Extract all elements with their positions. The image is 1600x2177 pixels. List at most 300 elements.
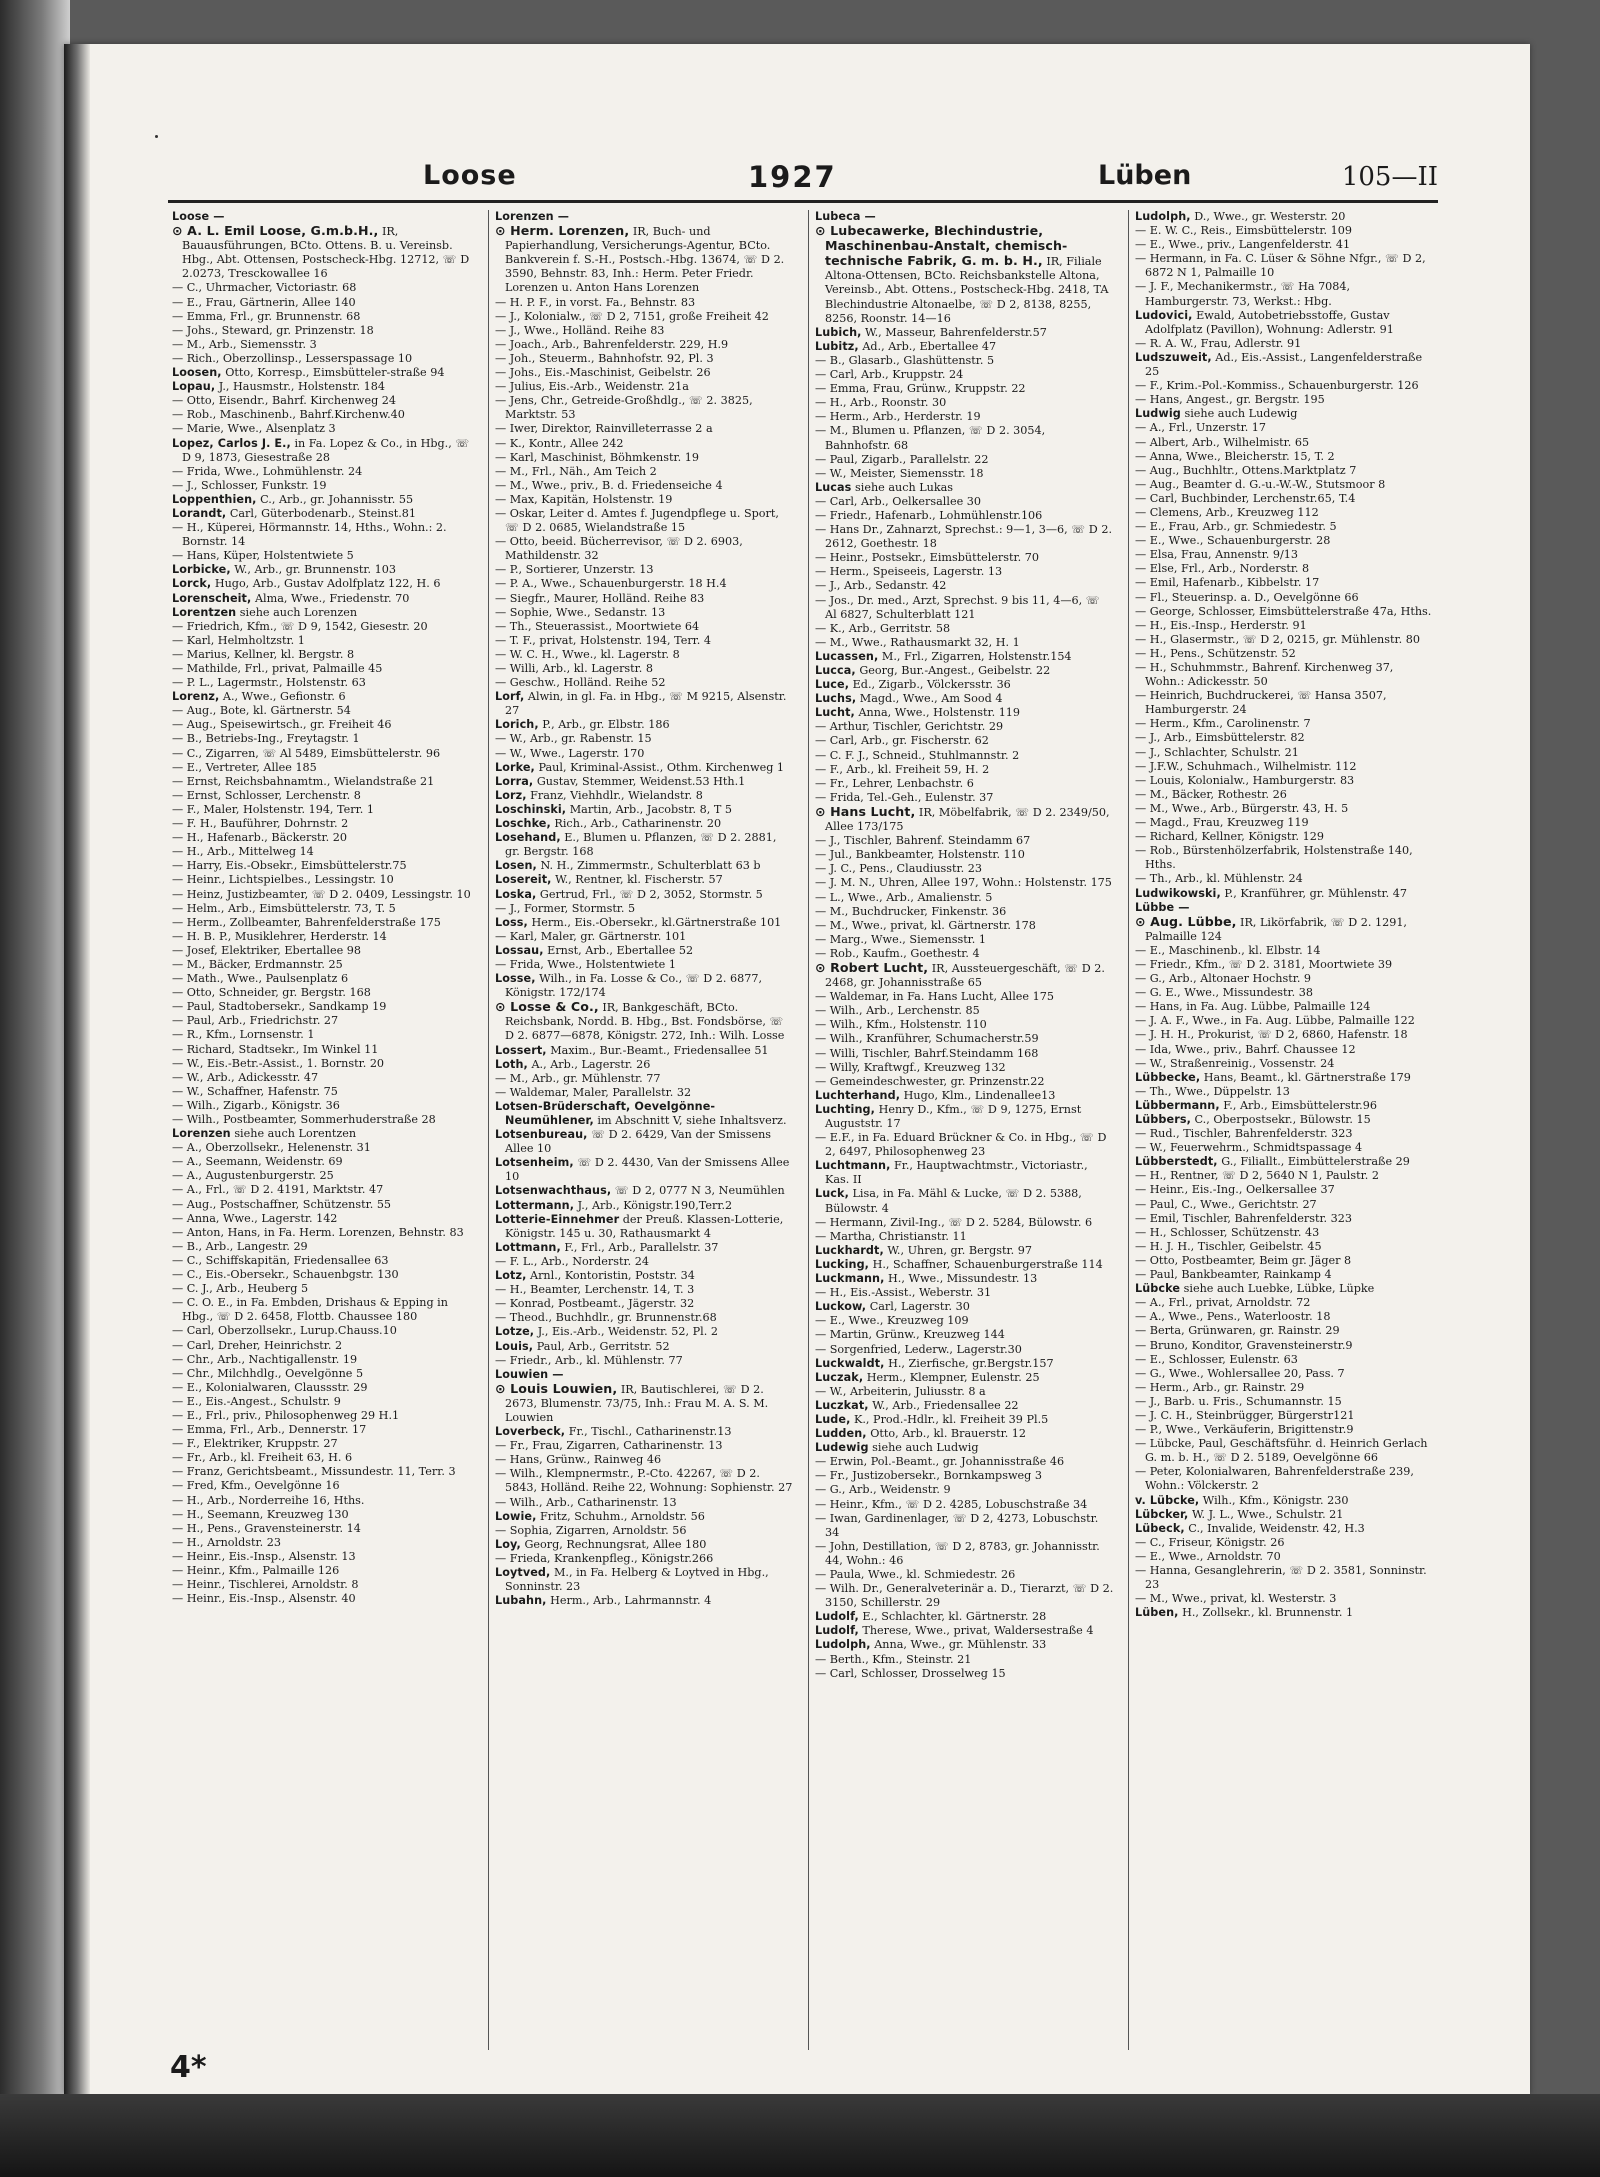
entry-details: — Emma, Frl., gr. Brunnenstr. 68	[172, 309, 361, 323]
entry-details: — Willi, Tischler, Bahrf.Steindamm 168	[815, 1046, 1039, 1060]
entry-details: — H., Arnoldstr. 23	[172, 1535, 281, 1549]
entry-surname: v. Lübcke,	[1135, 1493, 1200, 1507]
entry-surname: Lossau,	[495, 943, 544, 957]
entry-details: Paul, Arb., Gerritstr. 52	[536, 1339, 670, 1353]
entry-details: W. J. L., Wwe., Schulstr. 21	[1191, 1507, 1344, 1521]
entry-details: — Paul, Bankbeamter, Rainkamp 4	[1135, 1268, 1332, 1282]
entry-details: — C., Eis.-Obersekr., Schauenbgstr. 130	[172, 1268, 399, 1282]
directory-entry	[495, 859, 794, 873]
entry-details: — G., Arb., Weidenstr. 9	[815, 1483, 951, 1497]
entry-details: — Carl, Arb., Kruppstr. 24	[815, 368, 964, 382]
directory-entry	[815, 720, 1114, 734]
directory-entry	[495, 690, 794, 718]
directory-entry	[172, 338, 474, 352]
entry-details: W., Uhren, gr. Bergstr. 97	[887, 1243, 1032, 1257]
entry-details: — Friedrich, Kfm., ☏ D 9, 1542, Giesestr. 20	[172, 619, 428, 633]
entry-details: — Hans, Küper, Holstentwiete 5	[172, 549, 354, 563]
entry-details: Georg, Rechnungsrat, Allee 180	[524, 1537, 707, 1551]
directory-entry	[172, 366, 474, 380]
directory-entry	[1135, 619, 1434, 633]
entry-surname: Lorz,	[495, 788, 527, 802]
entry-details: Hugo, Klm., Lindenallee13	[903, 1088, 1056, 1102]
directory-entry	[1135, 1155, 1434, 1169]
entry-surname: Lorenscheit,	[172, 591, 252, 605]
directory-entry	[815, 862, 1114, 876]
entry-details: — Heinr., Lichtspielbes., Lessingstr. 10	[172, 873, 394, 887]
entry-details: — Friedr., Arb., kl. Mühlenstr. 77	[495, 1353, 683, 1367]
entry-details: — H., Pens., Schützenstr. 52	[1135, 646, 1296, 660]
directory-entry	[1135, 464, 1434, 478]
entry-details: — Wilh. Dr., Generalveterinär a. D., Tierarzt, ☏ D 2. 3150, Schillerstr. 29	[815, 1582, 1114, 1610]
directory-entry	[172, 1592, 474, 1606]
entry-details: — George, Schlosser, Eimsbüttelerstraße 47a, Hths.	[1135, 604, 1432, 618]
directory-entry	[1135, 887, 1434, 901]
entry-details: — Harry, Eis.-Obsekr., Eimsbüttelerstr.75	[172, 859, 407, 873]
entry-details: — Aug., Postschaffner, Schützenstr. 55	[172, 1197, 392, 1211]
directory-entry	[495, 873, 794, 887]
entry-surname: Lucht,	[815, 706, 855, 720]
entry-details: F., Arb., Eimsbüttelerstr.96	[1223, 1098, 1377, 1112]
directory-entry	[495, 437, 794, 451]
directory-entry	[815, 1089, 1114, 1103]
directory-entry	[1135, 450, 1434, 464]
directory-entry	[172, 1564, 474, 1578]
directory-entry	[172, 1282, 474, 1296]
entry-details: M., Frl., Zigarren, Holstenstr.154	[881, 649, 1072, 663]
entry-surname: Loytved,	[495, 1566, 551, 1579]
directory-entry	[172, 902, 474, 916]
entry-details: der Preuß. Klassen-Lotterie, Königstr. 145 u. 30, Rathausmarkt 4	[505, 1212, 784, 1240]
directory-entry	[172, 845, 474, 859]
entry-details: — Jul., Bankbeamter, Holstenstr. 110	[815, 848, 1025, 862]
entry-details: — M., Arb., gr. Mühlenstr. 77	[495, 1071, 661, 1085]
entry-details: — Rud., Tischler, Bahrenfelderstr. 323	[1135, 1127, 1353, 1141]
directory-entry	[815, 1061, 1114, 1075]
entry-details: — Wilh., Arb., Lerchenstr. 85	[815, 1004, 980, 1018]
directory-entry	[815, 481, 1114, 495]
entry-details: — Ida, Wwe., priv., Bahrf. Chaussee 12	[1135, 1042, 1356, 1056]
directory-entry	[815, 706, 1114, 720]
entry-details: — Siegfr., Maurer, Holländ. Reihe 83	[495, 591, 705, 605]
directory-entry	[172, 281, 474, 295]
entry-details: — Berta, Grünwaren, gr. Rainstr. 29	[1135, 1324, 1340, 1338]
entry-surname: Ludolph,	[815, 1638, 871, 1652]
entry-details: Hans, Beamt., kl. Gärtnerstraße 179	[1203, 1070, 1411, 1084]
entry-details: — Franz, Gerichtsbeamt., Missundestr. 11, Terr. 3	[172, 1465, 456, 1479]
entry-surname: Loverbeck,	[495, 1425, 566, 1439]
directory-entry	[815, 396, 1114, 410]
entry-surname: Lopau,	[172, 380, 216, 394]
directory-entry	[495, 1311, 794, 1325]
entry-details: — E., Frau, Arb., gr. Schmiedestr. 5	[1135, 520, 1337, 534]
directory-entry	[495, 1524, 794, 1538]
entry-details: H., Schaffner, Schauenburgerstraße 114	[872, 1257, 1103, 1271]
entry-details: Herm., Klempner, Eulenstr. 25	[866, 1370, 1040, 1384]
column-3	[808, 210, 1118, 2050]
directory-entry	[172, 1536, 474, 1550]
directory-entry	[495, 338, 794, 352]
entry-details: — H., Hafenarb., Bäckerstr. 20	[172, 831, 348, 845]
directory-entry	[172, 859, 474, 873]
directory-entry	[495, 1425, 794, 1439]
entry-details: — J., Barb. u. Fris., Schumannstr. 15	[1135, 1394, 1342, 1408]
entry-details: — Anna, Wwe., Bleicherstr. 15, T. 2	[1135, 449, 1335, 463]
entry-details: W., Masseur, Bahrenfelderstr.57	[865, 325, 1047, 339]
directory-entry	[815, 1568, 1114, 1582]
entry-surname: Losen,	[495, 859, 537, 873]
directory-entry	[815, 495, 1114, 509]
directory-entry	[1135, 986, 1434, 1000]
directory-entry	[172, 1550, 474, 1564]
entry-details: — A., Seemann, Weidenstr. 69	[172, 1155, 343, 1169]
entry-details: K., Prod.-Hdlr., kl. Freiheit 39 Pl.5	[854, 1412, 1049, 1426]
directory-entry	[1135, 1339, 1434, 1353]
entry-details: — Rob., Bürstenhölzerfabrik, Holstenstraße 140, Hths.	[1135, 844, 1413, 872]
entry-details: Gertrud, Frl., ☏ D 2, 3052, Stormstr. 5	[539, 887, 763, 901]
directory-entry	[815, 410, 1114, 424]
entry-surname: Lorbicke,	[172, 563, 231, 577]
directory-entry	[815, 848, 1114, 862]
entry-surname: Lucking,	[815, 1257, 870, 1271]
entry-surname: Ludden,	[815, 1427, 867, 1441]
directory-entry	[815, 947, 1114, 961]
directory-entry	[1135, 1508, 1434, 1522]
entry-details: — Heinrich, Buchdruckerei, ☏ Hansa 3507, Hamburgerstr. 24	[1135, 689, 1387, 717]
entry-details: — H., Arb., Norderreihe 16, Hths.	[172, 1493, 365, 1507]
entry-details: — Herm., Arb., gr. Rainstr. 29	[1135, 1380, 1305, 1394]
entry-details: siehe auch Lorenzen	[239, 605, 358, 619]
directory-entry	[172, 817, 474, 831]
directory-entry	[815, 1300, 1114, 1314]
directory-entry	[495, 493, 794, 507]
directory-entry	[172, 493, 474, 507]
entry-details: — H., Glasermstr., ☏ D 2, 0215, gr. Mühlenstr. 80	[1135, 632, 1420, 646]
entry-details: siehe auch Lorentzen	[234, 1127, 357, 1141]
entry-details: — J. C., Pens., Claudiusstr. 23	[815, 862, 982, 876]
entry-details: — Louis, Kolonialw., Hamburgerstr. 83	[1135, 773, 1355, 787]
entry-details: — H. B. P., Musiklehrer, Herderstr. 14	[172, 929, 387, 943]
entry-details: IR, Aussteuergeschäft, ☏ D 2. 2468, gr. Johannisstraße 65	[825, 961, 1105, 990]
entry-surname: Lotsenwachthaus,	[495, 1184, 612, 1198]
directory-entry	[172, 747, 474, 761]
entry-surname: Lübbe —	[1135, 900, 1190, 914]
entry-details: — Heinr., Eis.-Insp., Alsenstr. 13	[172, 1549, 356, 1563]
entry-surname: Ludolph,	[1135, 210, 1191, 223]
entry-details: Fritz, Schuhm., Arnoldstr. 56	[540, 1509, 705, 1523]
directory-entry	[495, 1128, 794, 1156]
entry-details: — M., Bäcker, Erdmannstr. 25	[172, 957, 343, 971]
entry-details: — B., Glasarb., Glashüttenstr. 5	[815, 353, 995, 367]
directory-entry	[495, 718, 794, 732]
entry-details: — Hans Dr., Zahnarzt, Sprechst.: 9—1, 3—6, ☏ D 2. 2612, Goethestr. 18	[815, 523, 1113, 551]
entry-details: — Heinr., Tischlerei, Arnoldstr. 8	[172, 1578, 359, 1592]
directory-entry	[495, 1496, 794, 1510]
directory-entry	[815, 579, 1114, 593]
directory-entry	[1135, 520, 1434, 534]
entry-details: Alwin, in gl. Fa. in Hbg., ☏ M 9215, Alsenstr. 27	[505, 690, 787, 718]
directory-entry	[1135, 576, 1434, 590]
entry-details: — Elsa, Frau, Annenstr. 9/13	[1135, 548, 1299, 562]
entry-details: — Hans, in Fa. Aug. Lübbe, Palmaille 124	[1135, 1000, 1371, 1014]
directory-entry	[495, 648, 794, 662]
directory-entry	[1135, 1127, 1434, 1141]
entry-details: — J., Former, Stormstr. 5	[495, 901, 636, 915]
directory-entry	[1135, 830, 1434, 844]
entry-details: — T. F., privat, Holstenstr. 194, Terr. 4	[495, 633, 712, 647]
directory-entry	[495, 1439, 794, 1453]
directory-entry	[1135, 915, 1434, 944]
directory-entry	[1135, 972, 1434, 986]
directory-entry	[172, 930, 474, 944]
directory-entry	[815, 1483, 1114, 1497]
directory-entry	[495, 296, 794, 310]
entry-details: — F. L., Arb., Norderstr. 24	[495, 1254, 649, 1268]
directory-entry	[815, 1018, 1114, 1032]
entry-details: — Hanna, Gesanglehrerin, ☏ D 2. 3581, Sonninstr. 23	[1135, 1564, 1427, 1592]
entry-details: — Paul, Arb., Friedrichstr. 27	[172, 1014, 339, 1028]
entry-details: — Richard, Kellner, Königstr. 129	[1135, 830, 1324, 844]
entry-surname: Luchterhand,	[815, 1088, 901, 1102]
entry-details: — M., Wwe., Arb., Bürgerstr. 43, H. 5	[1135, 801, 1349, 815]
directory-entry	[1135, 1381, 1434, 1395]
entry-surname: Ludewig	[815, 1441, 869, 1455]
entry-details: — Ernst, Reichsbahnamtm., Wielandstraße 21	[172, 774, 435, 788]
entry-details: — L., Wwe., Arb., Amalienstr. 5	[815, 890, 993, 904]
entry-details: — Chr., Milchhdlg., Oevelgönne 5	[172, 1366, 364, 1380]
entry-details: J., Arb., Königstr.190,Terr.2	[577, 1198, 733, 1212]
directory-entry	[815, 1047, 1114, 1061]
directory-entry	[172, 310, 474, 324]
directory-entry	[172, 1479, 474, 1493]
directory-entry	[172, 1409, 474, 1423]
directory-entry	[495, 1552, 794, 1566]
directory-entry	[495, 324, 794, 338]
entry-details: — E., Schlosser, Eulenstr. 63	[1135, 1352, 1298, 1366]
entry-details: — H., Küperei, Hörmannstr. 14, Hths., Wohn.: 2. Bornstr. 14	[172, 521, 447, 549]
directory-entry	[815, 650, 1114, 664]
header-year: 1927	[748, 160, 837, 194]
entry-details: — Heinz, Justizbeamter, ☏ D 2. 0409, Lessingstr. 10	[172, 887, 471, 901]
entry-surname: Loska,	[495, 887, 537, 901]
entry-surname: Lorenzen	[172, 1127, 231, 1141]
entry-details: — F., Arb., kl. Freiheit 59, H. 2	[815, 762, 990, 776]
directory-entry	[172, 1183, 474, 1197]
directory-entry	[172, 1508, 474, 1522]
column-2	[488, 210, 798, 2050]
directory-entry	[815, 1286, 1114, 1300]
directory-entry	[815, 424, 1114, 452]
entry-surname: Lübbers,	[1135, 1113, 1191, 1126]
entry-details: — H., Arb., Mittelweg 14	[172, 845, 314, 859]
directory-entry	[495, 1510, 794, 1524]
entry-details: Ad., Arb., Ebertallee 47	[862, 339, 997, 353]
entry-details: — Aug., Buchhltr., Ottens.Marktplatz 7	[1135, 463, 1357, 477]
directory-entry	[815, 368, 1114, 382]
entry-surname: Lotterie-Einnehmer	[495, 1212, 620, 1226]
entry-details: — Albert, Arb., Wilhelmistr. 65	[1135, 435, 1310, 449]
directory-entry	[1135, 1353, 1434, 1367]
entry-surname: Luchs,	[815, 692, 857, 706]
entry-details: — G. E., Wwe., Missundestr. 38	[1135, 986, 1314, 1000]
entry-details: — Julius, Eis.-Arb., Weidenstr. 21a	[495, 380, 689, 394]
entry-details: — K., Kontr., Allee 242	[495, 436, 624, 450]
directory-entry	[1135, 816, 1434, 830]
directory-entry	[495, 761, 794, 775]
entry-surname: ⊙ Hans Lucht,	[815, 803, 916, 819]
entry-details: Anna, Wwe., Holstenstr. 119	[858, 706, 1021, 720]
directory-entry	[495, 535, 794, 563]
entry-surname: Luczak,	[815, 1370, 864, 1384]
entry-details: — Otto, Schneider, gr. Bergstr. 168	[172, 986, 371, 1000]
directory-entry	[495, 422, 794, 436]
directory-entry	[172, 592, 474, 606]
entry-surname: Losse,	[495, 972, 536, 986]
entry-details: Herm., Eis.-Obersekr., kl.Gärtnerstraße 101	[531, 915, 782, 929]
directory-entry	[815, 1032, 1114, 1046]
directory-entry	[815, 210, 1114, 224]
entry-details: Ad., Eis.-Assist., Langenfelderstraße 25	[1145, 350, 1423, 379]
entry-details: P., Kranführer, gr. Mühlenstr. 47	[1224, 886, 1408, 900]
directory-entry	[815, 594, 1114, 622]
entry-details: — Rob., Maschinenb., Bahrf.Kirchenw.40	[172, 408, 405, 422]
directory-entry	[1135, 210, 1434, 224]
entry-details: — Heinr., Kfm., ☏ D 2. 4285, Lobuschstraße 34	[815, 1497, 1088, 1511]
directory-entry	[1135, 1198, 1434, 1212]
entry-details: — E., Wwe., Schauenburgerstr. 28	[1135, 534, 1331, 548]
directory-entry	[1135, 1282, 1434, 1296]
entry-details: — Sophie, Wwe., Sedanstr. 13	[495, 605, 666, 619]
entry-surname: Lottermann,	[495, 1198, 575, 1212]
entry-surname: Lübcke	[1135, 1282, 1181, 1296]
directory-entry	[815, 1469, 1114, 1483]
directory-entry	[172, 380, 474, 394]
entry-details: — E., Wwe., Kreuzweg 109	[815, 1314, 969, 1328]
directory-entry	[1135, 605, 1434, 619]
directory-entry	[172, 1367, 474, 1381]
entry-details: — Otto, Eisendr., Bahrf. Kirchenweg 24	[172, 394, 397, 408]
directory-entry	[172, 606, 474, 620]
entry-surname: Lorenz,	[172, 690, 220, 704]
entry-details: — Carl, Dreher, Heinrichstr. 2	[172, 1338, 343, 1352]
directory-entry	[495, 1297, 794, 1311]
directory-entry	[172, 1240, 474, 1254]
directory-entry	[495, 958, 794, 972]
entry-details: — Joh., Steuerm., Bahnhofstr. 92, Pl. 3	[495, 351, 714, 365]
directory-entry	[815, 1399, 1114, 1413]
entry-details: — Josef, Elektriker, Ebertallee 98	[172, 943, 362, 957]
directory-entry	[172, 789, 474, 803]
directory-entry	[172, 958, 474, 972]
entry-details: — Frieda, Krankenpfleg., Königstr.266	[495, 1551, 714, 1565]
entry-details: — Aug., Speisewirtsch., gr. Freiheit 46	[172, 718, 392, 732]
entry-details: siehe auch Ludewig	[1184, 407, 1298, 421]
directory-entry	[495, 747, 794, 761]
entry-details: — E., Kolonialwaren, Claussstr. 29	[172, 1380, 368, 1394]
directory-entry	[815, 636, 1114, 650]
directory-entry	[172, 1085, 474, 1099]
directory-entry	[495, 380, 794, 394]
entry-details: Ernst, Arb., Ebertallee 52	[547, 943, 694, 957]
entry-details: H., Zollsekr., kl. Brunnenstr. 1	[1182, 1606, 1354, 1620]
entry-surname: Lorf,	[495, 690, 525, 704]
entry-surname: Lüben,	[1135, 1606, 1179, 1620]
directory-entry	[1135, 1226, 1434, 1240]
directory-entry	[495, 577, 794, 591]
entry-details: — Rob., Kaufm., Goethestr. 4	[815, 946, 980, 960]
directory-entry	[1135, 844, 1434, 872]
directory-entry	[815, 453, 1114, 467]
entry-details: — A., Oberzollsekr., Helenenstr. 31	[172, 1141, 371, 1155]
entry-surname: ⊙ A. L. Emil Loose, G.m.b.H.,	[172, 223, 379, 239]
directory-entry	[172, 296, 474, 310]
entry-details: IR, Buch- und Papierhandlung, Versicherungs-Agentur, BCto. Bankverein f. S.-H., Postsch.-Hbg. 13674, ☏ D 2. 3590, Behnstr. 83, Inh.: Herm. Peter Friedr. Lorenzen u. Anton Hans Lorenzen	[505, 225, 785, 295]
directory-entry	[172, 1522, 474, 1536]
directory-entry	[1135, 1564, 1434, 1592]
entry-details: — Max, Kapitän, Holstenstr. 19	[495, 492, 673, 506]
entry-details: — Ernst, Schlosser, Lerchenstr. 8	[172, 788, 361, 802]
entry-details: — Clemens, Arb., Kreuzweg 112	[1135, 505, 1319, 519]
directory-entry	[495, 789, 794, 803]
directory-entry	[1135, 548, 1434, 562]
directory-entry	[1135, 407, 1434, 421]
directory-entry	[172, 1000, 474, 1014]
directory-entry	[1135, 478, 1434, 492]
directory-entry	[1135, 492, 1434, 506]
directory-entry	[495, 1058, 794, 1072]
directory-entry	[495, 451, 794, 465]
directory-entry	[815, 1638, 1114, 1652]
entry-details: D., Wwe., gr. Westerstr. 20	[1194, 210, 1346, 223]
entry-details: F., Frl., Arb., Parallelstr. 37	[564, 1240, 719, 1254]
directory-entry	[495, 1538, 794, 1552]
directory-entry	[172, 803, 474, 817]
directory-entry	[1135, 591, 1434, 605]
entry-details: — F. H., Bauführer, Dohrnstr. 2	[172, 817, 349, 831]
entry-surname: Loss,	[495, 915, 528, 929]
entry-details: — Joach., Arb., Bahrenfelderstr. 229, H.9	[495, 337, 729, 351]
entry-details: — Carl, Arb., gr. Fischerstr. 62	[815, 734, 989, 748]
entry-details: — Heinr., Eis.-Insp., Alsenstr. 40	[172, 1592, 356, 1606]
entry-details: — J. M. N., Uhren, Allee 197, Wohn.: Holstenstr. 175	[815, 876, 1112, 890]
entry-details: — M., Arb., Siemensstr. 3	[172, 337, 317, 351]
entry-details: Wilh., in Fa. Losse & Co., ☏ D 2. 6877, Königstr. 172/174	[505, 972, 763, 1000]
directory-entry	[172, 986, 474, 1000]
entry-details: — Math., Wwe., Paulsenplatz 6	[172, 972, 349, 986]
directory-entry	[172, 775, 474, 789]
entry-details: — Wilh., Klempnermstr., P.-Cto. 42267, ☏ D 2. 5843, Holländ. Reihe 22, Wohnung: Sophienstr. 27	[495, 1467, 793, 1495]
directory-entry	[1135, 1071, 1434, 1085]
directory-entry	[172, 324, 474, 338]
entry-details: — J., Arb., Sedanstr. 42	[815, 579, 947, 593]
directory-entry	[1135, 760, 1434, 774]
entry-surname: Lübeck,	[1135, 1521, 1185, 1535]
entry-surname: Lorke,	[495, 760, 535, 774]
entry-details: — Rich., Oberzollinsp., Lesserspassage 10	[172, 351, 413, 365]
entry-surname: Lübbecke,	[1135, 1070, 1201, 1084]
entry-surname: Lucas	[815, 480, 852, 494]
entry-details: Hugo, Arb., Gustav Adolfplatz 122, H. 6	[214, 577, 441, 591]
entry-details: Carl, Güterbodenarb., Steinst.81	[229, 506, 417, 520]
directory-entry	[495, 803, 794, 817]
entry-details: — E., Maschinenb., kl. Elbstr. 14	[1135, 943, 1321, 957]
entry-details: — P., Wwe., Verkäuferin, Brigittenstr.9	[1135, 1423, 1354, 1437]
directory-entry	[815, 678, 1114, 692]
entry-details: C., Invalide, Weidenstr. 42, H.3	[1188, 1521, 1365, 1535]
directory-entry	[1135, 379, 1434, 393]
directory-entry	[172, 408, 474, 422]
entry-surname: Lubahn,	[495, 1594, 547, 1608]
directory-entry	[495, 1000, 794, 1043]
